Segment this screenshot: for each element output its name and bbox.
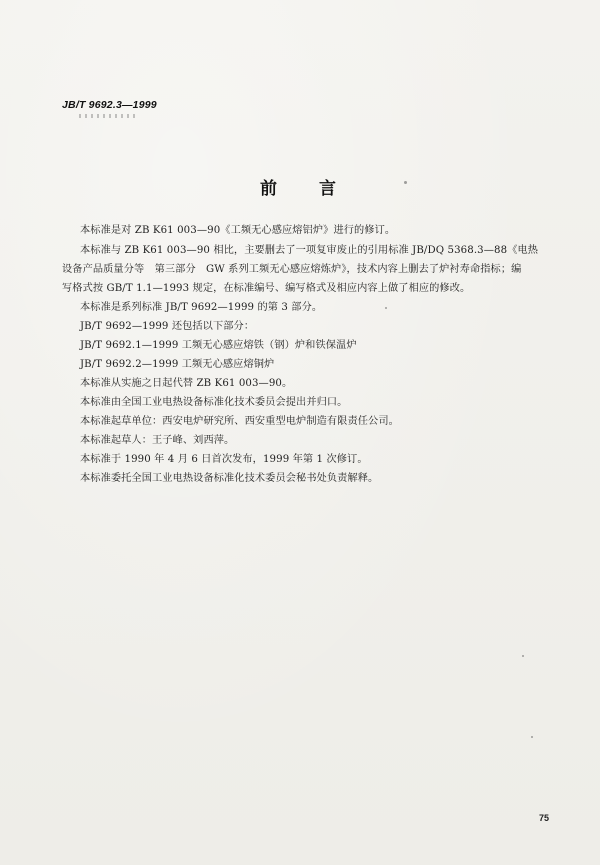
paragraph-line-3: 设备产品质量分等 第三部分 GW 系列工频无心感应熔炼炉》，技术内容上删去了炉衬寿命指标；编 [62,264,522,275]
paragraph-line-2: 本标准与 ZB K61 003—90 相比，主要删去了一项复审废止的引用标准 JB/DQ 5368.3—88《电热 [80,245,539,256]
standard-code: JB/T 9692.3—1999 [62,99,157,111]
paragraph-line-5: 本标准是系列标准 JB/T 9692—1999 的第 3 部分。 [80,302,323,313]
paragraph-line-4: 写格式按 GB/T 1.1—1993 规定，在标准编号、编写格式及相应内容上做了相应的修改。 [62,283,471,294]
paragraph-line-7: JB/T 9692.1—1999 工频无心感应熔铁（钢）炉和铁保温炉 [80,340,357,351]
paragraph-line-1: 本标准是对 ZB K61 003—90《工频无心感应熔铝炉》进行的修订。 [80,225,396,236]
paragraph-line-13: 本标准于 1990 年 4 月 6 日首次发布，1999 年第 1 次修订。 [80,454,368,465]
paragraph-line-10: 本标准由全国工业电热设备标准化技术委员会提出并归口。 [80,397,348,408]
paragraph-line-8: JB/T 9692.2—1999 工频无心感应熔铜炉 [80,359,275,370]
page-number: 75 [539,813,550,823]
paragraph-line-6: JB/T 9692—1999 还包括以下部分： [80,321,255,332]
paragraph-line-9: 本标准从实施之日起代替 ZB K61 003—90。 [80,378,293,389]
scan-speck [531,736,533,738]
scan-speck [404,181,407,184]
paragraph-line-12: 本标准起草人：王子峰、刘西萍。 [80,435,235,446]
scan-speck [522,655,524,657]
page-title: 前 言 [260,179,354,199]
scan-artifact [79,114,137,118]
paragraph-line-14: 本标准委托全国工业电热设备标准化技术委员会秘书处负责解释。 [80,473,379,484]
scan-speck [385,307,387,309]
paragraph-line-11: 本标准起草单位：西安电炉研究所、西安重型电炉制造有限责任公司。 [80,416,399,427]
